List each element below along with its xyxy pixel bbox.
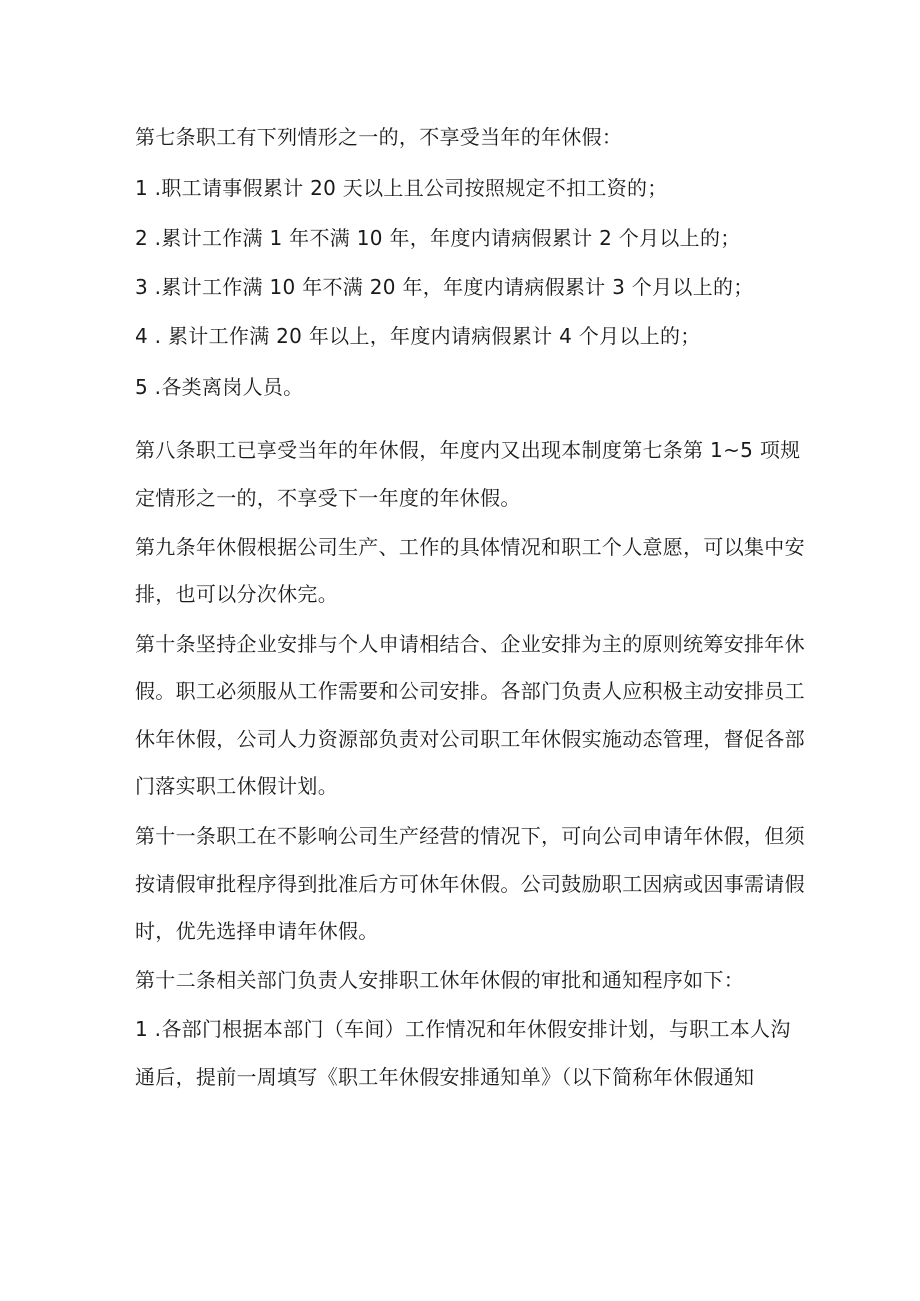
article-8-line-1: 第八条职工已享受当年的年休假，年度内又出现本制度第七条第 1~5 项规: [135, 438, 801, 462]
article-9-line-2: 排，也可以分次休完。: [135, 582, 338, 606]
article-10-line-4: 门落实职工休假计划。: [135, 774, 338, 798]
article-7-item-1: 1 .职工请事假累计 20 天以上且公司按照规定不扣工资的；: [135, 176, 668, 200]
article-7-item-4: 4 . 累计工作满 20 年以上，年度内请病假累计 4 个月以上的；: [135, 324, 701, 348]
article-12-item-1-line-2: 通后，提前一周填写《职工年休假安排通知单》（以下简称年休假通知: [135, 1065, 755, 1089]
article-10-line-3: 休年休假，公司人力资源部负责对公司职工年休假实施动态管理，督促各部: [135, 727, 805, 751]
article-11-line-2: 按请假审批程序得到批准后方可休年休假。公司鼓励职工因病或因事需请假: [135, 872, 805, 896]
article-9-line-1: 第九条年休假根据公司生产、工作的具体情况和职工个人意愿，可以集中安: [135, 535, 805, 559]
article-11-line-3: 时，优先选择申请年休假。: [135, 919, 379, 943]
article-10-line-2: 假。职工必须服从工作需要和公司安排。各部门负责人应积极主动安排员工: [135, 679, 805, 703]
article-10-line-1: 第十条坚持企业安排与个人申请相结合、企业安排为主的原则统筹安排年休: [135, 632, 805, 656]
article-8-line-2: 定情形之一的，不享受下一年度的年休假。: [135, 486, 521, 510]
article-7-item-3: 3 .累计工作满 10 年不满 20 年，年度内请病假累计 3 个月以上的；: [135, 275, 754, 299]
article-11-line-1: 第十一条职工在不影响公司生产经营的情况下，可向公司申请年休假，但须: [135, 824, 805, 848]
article-12-item-1-line-1: 1 .各部门根据本部门（车间）工作情况和年休假安排计划，与职工本人沟: [135, 1017, 791, 1041]
article-12-heading: 第十二条相关部门负责人安排职工休年休假的审批和通知程序如下：: [135, 968, 744, 992]
article-7-item-2: 2 .累计工作满 1 年不满 10 年，年度内请病假累计 2 个月以上的；: [135, 226, 741, 250]
article-7-item-5: 5 .各类离岗人员。: [135, 375, 304, 399]
article-7-heading: 第七条职工有下列情形之一的，不享受当年的年休假：: [135, 125, 623, 149]
